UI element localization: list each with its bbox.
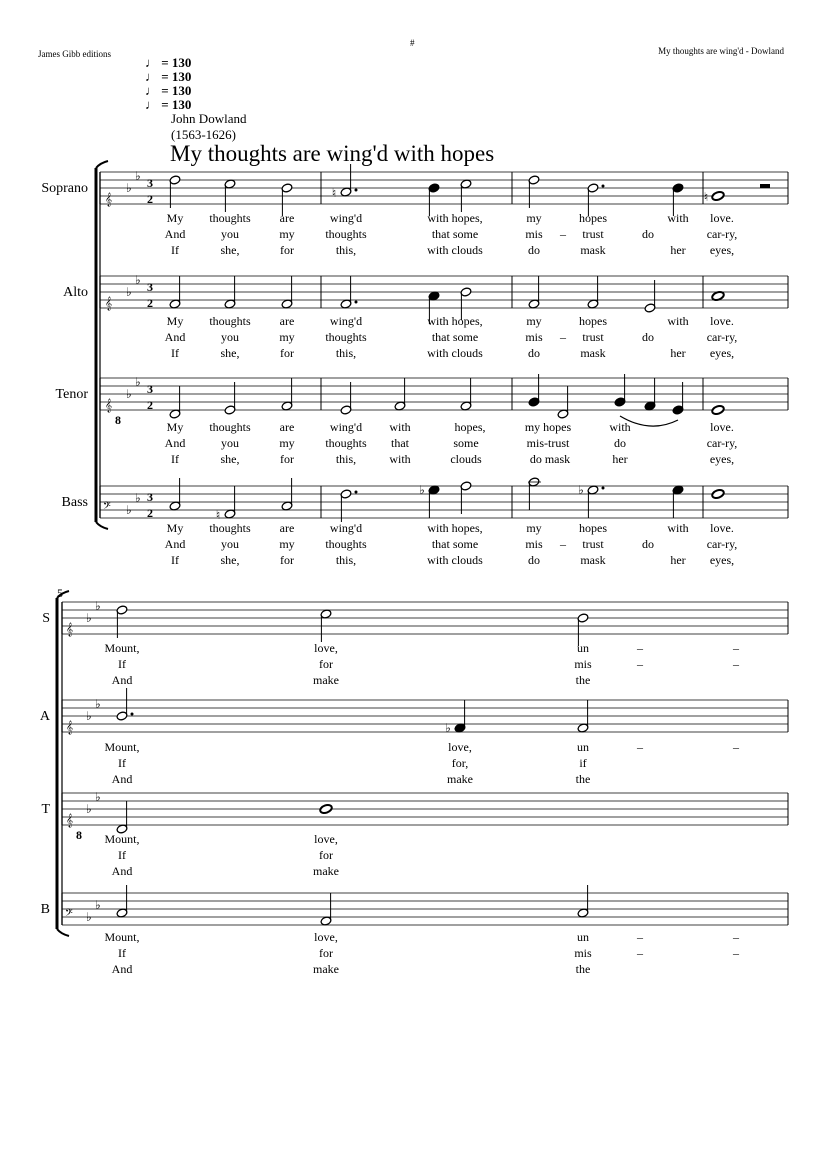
lyric-s: Mount, [104,641,140,655]
lyric-soprano: If [171,243,179,257]
lyric-b: make [313,962,339,976]
augmentation-dot [602,487,605,490]
treble-clef-icon: 𝄞 [66,813,74,827]
time-signature-bottom: 2 [147,398,153,412]
lyric-alto: this, [335,346,357,360]
publisher-credit: James Gibb editions [38,49,111,59]
part-label-soprano: Soprano [41,181,88,196]
lyric-soprano: My [166,211,184,225]
lyric-soprano: hopes [579,211,607,225]
composer-name: John Dowland [171,111,247,126]
lyric-soprano: that some [431,227,479,241]
lyric-tenor: with [389,420,411,434]
lyric-alto: thoughts [209,314,251,328]
lyric-s: – [637,641,643,655]
lyric-tenor: love. [710,420,734,434]
lyric-b: – [733,946,739,960]
lyric-bass: thoughts [209,521,251,535]
lyric-alto: for [280,346,294,360]
lyric-soprano: And [164,227,186,241]
lyric-alto: – [560,330,566,344]
flat-icon: ♭ [135,273,141,287]
part-label-a: A [39,709,50,724]
lyric-s: – [733,641,739,655]
flat-icon: ♭ [86,611,92,625]
octave-mark: 8 [115,413,121,427]
lyric-tenor: this, [335,452,357,466]
lyric-t: make [313,864,339,878]
time-signature-top: 3 [147,176,153,190]
lyric-s: un [577,641,589,655]
lyric-alto: mis [525,330,543,344]
lyric-bass: her [670,553,686,567]
lyric-alto: If [171,346,179,360]
page-number: # [410,38,415,48]
time-signature-top: 3 [147,382,153,396]
lyric-soprano: trust [582,227,604,241]
flat-icon: ♭ [445,721,451,735]
lyric-alto: with [667,314,689,328]
natural-icon: ♮ [331,186,337,200]
lyric-bass: with [667,521,689,535]
lyric-b: Mount, [104,930,140,944]
lyric-alto: her [670,346,686,360]
flat-icon: ♭ [135,491,141,505]
lyric-alto: my [279,330,295,344]
lyric-soprano: this, [335,243,357,257]
part-label-b: B [40,902,50,917]
lyric-s: the [575,673,591,687]
flat-icon: ♭ [95,790,101,804]
lyric-bass: – [560,537,566,551]
flat-icon: ♭ [135,169,141,183]
lyric-alto: mask [580,346,606,360]
lyric-soprano: eyes, [709,243,735,257]
bracket-hook [57,929,69,936]
augmentation-dot [131,713,134,716]
flat-icon: ♭ [86,709,92,723]
lyric-soprano: her [670,243,686,257]
lyric-tenor: clouds [450,452,482,466]
lyric-bass: If [171,553,179,567]
lyric-s: If [118,657,126,671]
lyric-soprano: are [279,211,295,225]
lyric-bass: that some [431,537,479,551]
lyric-tenor: that [391,436,409,450]
time-signature-bottom: 2 [147,506,153,520]
lyric-alto: with clouds [427,346,483,360]
lyric-s: love, [314,641,338,655]
lyric-tenor: thoughts [325,436,367,450]
part-label-s: S [42,611,50,626]
lyric-tenor: for [280,452,294,466]
lyric-t: for [319,848,333,862]
lyric-soprano: she, [220,243,240,257]
note-head [711,489,725,500]
lyric-alto: she, [220,346,240,360]
lyric-soprano: you [221,227,239,241]
augmentation-dot [355,301,358,304]
lyric-tenor: car-ry, [706,436,738,450]
lyric-bass: she, [220,553,240,567]
augmentation-dot [355,491,358,494]
bracket-hook [96,161,108,168]
treble-clef-icon: 𝄞 [105,296,113,310]
lyric-tenor: thoughts [209,420,251,434]
flat-icon: ♭ [126,285,132,299]
lyric-t: love, [314,832,338,846]
note-head [711,405,725,416]
bracket-hook [96,522,108,529]
lyric-alto: do [528,346,540,360]
lyric-t: If [118,848,126,862]
measure-number: 5 [57,586,63,600]
lyric-tenor: If [171,452,179,466]
lyric-soprano: thoughts [209,211,251,225]
lyric-soprano: do [528,243,540,257]
part-label-bass: Bass [61,495,88,510]
lyric-bass: trust [582,537,604,551]
lyric-bass: eyes, [709,553,735,567]
lyric-a: un [577,740,589,754]
flat-icon: ♭ [419,483,425,497]
lyric-alto: wing'd [329,314,363,328]
lyric-bass: do [642,537,654,551]
flat-icon: ♭ [126,181,132,195]
lyric-b: – [733,930,739,944]
lyric-tenor: wing'd [329,420,363,434]
lyric-alto: My [166,314,184,328]
treble-clef-icon: 𝄞 [105,398,113,412]
octave-mark: 8 [76,828,82,842]
lyric-tenor: do [614,436,626,450]
lyric-a: Mount, [104,740,140,754]
lyric-alto: my [526,314,542,328]
lyric-s: make [313,673,339,687]
lyric-b: And [111,962,133,976]
lyric-tenor: my [279,436,295,450]
augmentation-dot [602,185,605,188]
lyric-alto: hopes [579,314,607,328]
lyric-t: And [111,864,133,878]
lyric-a: make [447,772,473,786]
bass-clef-icon: 𝄢 [65,907,73,921]
treble-clef-icon: 𝄞 [105,192,113,206]
lyric-bass: with hopes, [427,521,483,535]
lyric-soprano: wing'd [329,211,363,225]
tempo-mark: ♩ = 130 [145,69,192,84]
lyric-alto: thoughts [325,330,367,344]
lyric-t: Mount, [104,832,140,846]
flat-icon: ♭ [86,910,92,924]
lyric-a: if [579,756,587,770]
lyric-alto: with hopes, [427,314,483,328]
lyric-alto: you [221,330,239,344]
lyric-soprano: with hopes, [427,211,483,225]
lyric-soprano: car-ry, [706,227,738,241]
lyric-alto: do [642,330,654,344]
lyric-b: un [577,930,589,944]
lyric-tenor: hopes, [454,420,486,434]
tempo-mark: ♩ = 130 [145,97,192,112]
lyric-a: – [733,740,739,754]
lyric-bass: My [166,521,184,535]
lyric-s: – [637,657,643,671]
flat-icon: ♭ [126,503,132,517]
flat-icon: ♭ [86,802,92,816]
lyric-tenor: do mask [529,452,571,466]
lyric-a: love, [448,740,472,754]
lyric-alto: love. [710,314,734,328]
lyric-tenor: My [166,420,184,434]
lyric-alto: eyes, [709,346,735,360]
lyric-soprano: do [642,227,654,241]
lyric-tenor: with [389,452,411,466]
lyric-bass: my [526,521,542,535]
flat-icon: ♭ [95,599,101,613]
lyric-bass: wing'd [329,521,363,535]
half-rest [760,184,770,188]
lyric-soprano: mis [525,227,543,241]
lyric-b: – [637,946,643,960]
piece-title: My thoughts are wing'd with hopes [170,141,495,166]
lyric-alto: And [164,330,186,344]
lyric-b: If [118,946,126,960]
lyric-bass: my [279,537,295,551]
lyric-soprano: – [560,227,566,241]
lyric-a: And [111,772,133,786]
flat-icon: ♭ [126,387,132,401]
natural-icon: ♮ [215,508,221,522]
lyric-tenor: you [221,436,239,450]
note-head [319,804,333,815]
augmentation-dot [355,189,358,192]
lyric-soprano: mask [580,243,606,257]
lyric-bass: car-ry, [706,537,738,551]
lyric-bass: hopes [579,521,607,535]
lyric-bass: And [164,537,186,551]
flat-icon: ♭ [135,375,141,389]
lyric-b: mis [574,946,592,960]
lyric-b: for [319,946,333,960]
tempo-mark: ♩ = 130 [145,83,192,98]
time-signature-bottom: 2 [147,192,153,206]
lyric-soprano: my [279,227,295,241]
lyric-a: for, [451,756,469,770]
lyric-bass: with clouds [427,553,483,567]
lyric-b: love, [314,930,338,944]
natural-icon: ♮ [703,190,709,204]
lyric-bass: you [221,537,239,551]
lyric-bass: mask [580,553,606,567]
lyric-bass: do [528,553,540,567]
time-signature-top: 3 [147,490,153,504]
part-label-t: T [41,802,50,817]
bass-clef-icon: 𝄢 [103,500,111,514]
lyric-tenor: are [279,420,295,434]
lyric-a: – [637,740,643,754]
lyric-tenor: with [609,420,631,434]
tempo-mark: ♩ = 130 [145,55,192,70]
lyric-bass: this, [335,553,357,567]
lyric-s: And [111,673,133,687]
running-title: My thoughts are wing'd - Dowland [658,46,784,56]
lyric-bass: mis [525,537,543,551]
lyric-tenor: eyes, [709,452,735,466]
lyric-tenor: mis-trust [526,436,570,450]
lyric-bass: are [279,521,295,535]
lyric-tenor: And [164,436,186,450]
lyric-soprano: love. [710,211,734,225]
lyric-alto: are [279,314,295,328]
composer-dates: (1563-1626) [171,127,236,142]
lyric-soprano: thoughts [325,227,367,241]
lyric-tenor: some [453,436,479,450]
lyric-alto: car-ry, [706,330,738,344]
lyric-tenor: she, [220,452,240,466]
lyric-tenor: my hopes [524,420,572,434]
lyric-b: the [575,962,591,976]
flat-icon: ♭ [95,898,101,912]
time-signature-bottom: 2 [147,296,153,310]
lyric-tenor: her [612,452,628,466]
lyric-soprano: with clouds [427,243,483,257]
part-label-tenor: Tenor [55,387,88,402]
time-signature-top: 3 [147,280,153,294]
lyric-bass: for [280,553,294,567]
lyric-a: the [575,772,591,786]
part-label-alto: Alto [63,285,88,300]
note-head [711,191,725,202]
flat-icon: ♭ [578,483,584,497]
lyric-alto: that some [431,330,479,344]
treble-clef-icon: 𝄞 [66,622,74,636]
lyric-soprano: my [526,211,542,225]
lyric-bass: thoughts [325,537,367,551]
treble-clef-icon: 𝄞 [66,720,74,734]
flat-icon: ♭ [95,697,101,711]
lyric-a: If [118,756,126,770]
lyric-s: for [319,657,333,671]
lyric-b: – [637,930,643,944]
lyric-soprano: with [667,211,689,225]
lyric-alto: trust [582,330,604,344]
lyric-soprano: for [280,243,294,257]
lyric-s: mis [574,657,592,671]
lyric-s: – [733,657,739,671]
lyric-bass: love. [710,521,734,535]
